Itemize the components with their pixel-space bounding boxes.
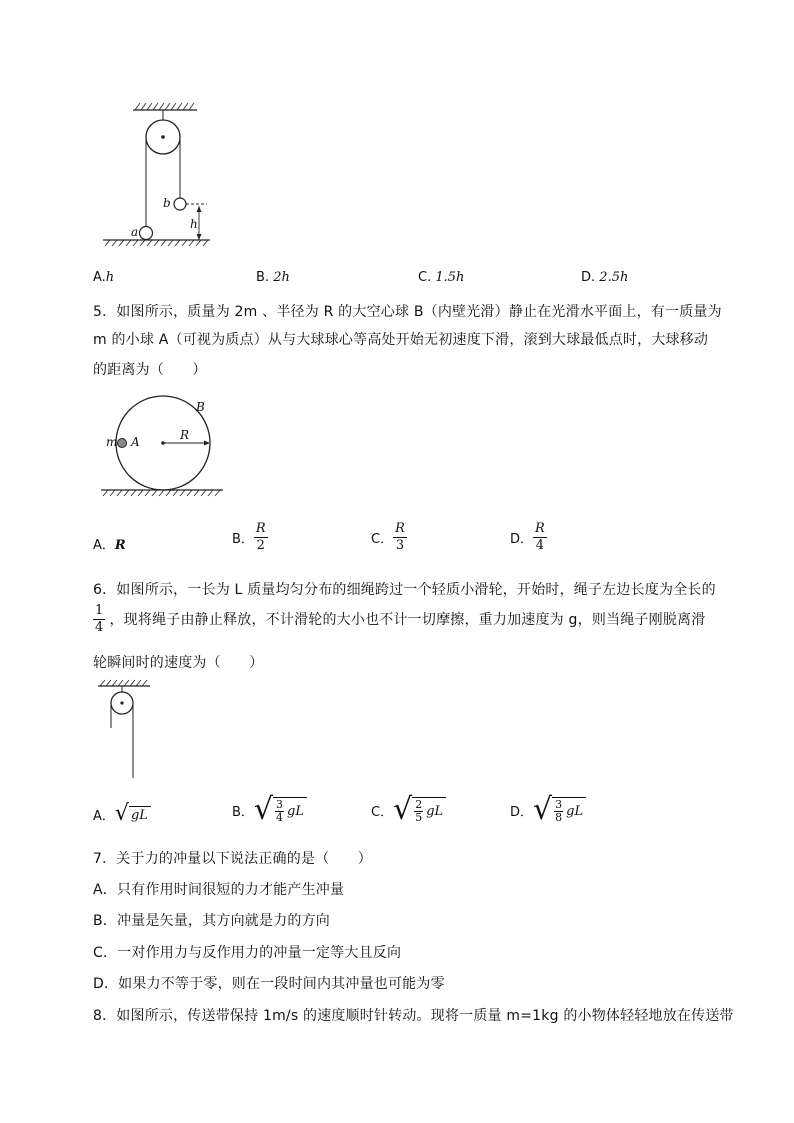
q5-option-b[interactable]: B． $\frac{R}{2}$ bbox=[232, 521, 266, 553]
q7-option-c[interactable]: C．一对作用力与反作用力的冲量一定等大且反向 bbox=[93, 945, 402, 961]
q5-label-b: B bbox=[196, 400, 205, 414]
q4-label-b: b bbox=[163, 196, 171, 210]
q5-text-line1: 5．如图所示，质量为 2m 、半径为 R 的大空心球 B（内壁光滑）静止在光滑水平面上，有一质量为 bbox=[93, 304, 722, 320]
q5-text-line2: m 的小球 A（可视为质点）从与大球球心等高处开始无初速度下滑，滚到大球最低点时，大球移动 bbox=[93, 332, 709, 348]
q7-option-b[interactable]: B．冲量是矢量，其方向就是力的方向 bbox=[93, 913, 331, 929]
q4-label-h: h bbox=[190, 217, 198, 231]
q6-text-line1: 6．如图所示，一长为 L 质量均匀分布的细绳跨过一个轻质小滑轮，开始时，绳子左边长度为全长的 bbox=[93, 582, 716, 598]
q4-option-b[interactable]: B. 2h bbox=[256, 270, 290, 285]
q4-pulley-figure bbox=[95, 100, 225, 250]
q6-option-c-sqrt: √ 2 5 gL bbox=[393, 795, 446, 825]
ball-b bbox=[174, 198, 186, 210]
q8-text-line1: 8．如图所示，传送带保持 1m/s 的速度顺时针转动。现将一质量 m=1kg 的小物体轻轻地放在传送带 bbox=[93, 1008, 734, 1024]
q6-option-a-sqrt: √ gL bbox=[115, 803, 151, 825]
q5-label-a: A bbox=[131, 435, 140, 449]
q6-text-line3: 轮瞬间时的速度为（ ） bbox=[93, 655, 264, 671]
q6-option-d-sqrt: √ 3 8 gL bbox=[533, 795, 586, 825]
q4-option-a[interactable]: A.h bbox=[93, 270, 115, 285]
q5-option-a[interactable]: A．R bbox=[93, 538, 126, 553]
q6-option-b[interactable]: B． √ 3 4 gL bbox=[232, 795, 307, 825]
q5-option-b-fraction: $\frac{R}{2}$ bbox=[255, 521, 266, 553]
q7-title: 7．关于力的冲量以下说法正确的是（ ） bbox=[93, 851, 372, 867]
q4-option-d[interactable]: D. 2.5h bbox=[581, 270, 629, 285]
q4-label-a: a bbox=[131, 225, 139, 239]
q5-option-d-fraction: $\frac{R}{4}$ bbox=[535, 521, 545, 553]
q7-option-a[interactable]: A．只有作用时间很短的力才能产生冲量 bbox=[93, 882, 345, 898]
q6-rope-pulley-figure bbox=[95, 678, 155, 783]
q6-option-c[interactable]: C． √ 2 5 gL bbox=[371, 795, 446, 825]
q5-text-line3: 的距离为（ ） bbox=[93, 362, 207, 378]
ball-a bbox=[140, 227, 153, 240]
q7-option-d[interactable]: D．如果力不等于零，则在一段时间内其冲量也可能为零 bbox=[93, 976, 445, 992]
q5-option-c-fraction: $\frac{R}{3}$ bbox=[395, 521, 405, 553]
q5-option-d[interactable]: D． $\frac{R}{4}$ bbox=[510, 521, 545, 553]
q5-option-c[interactable]: C． $\frac{R}{3}$ bbox=[371, 521, 405, 553]
q5-label-m: m bbox=[106, 435, 118, 449]
q6-option-a[interactable]: A． √ gL bbox=[93, 803, 151, 825]
q6-quarter-fraction: $\frac{1}{4}$ bbox=[95, 603, 104, 635]
q6-option-d[interactable]: D． √ 3 8 gL bbox=[510, 795, 586, 825]
small-ball-a bbox=[118, 439, 127, 448]
q6-text-line2: $\frac{1}{4}$ ，现将绳子由静止释放，不计滑轮的大小也不计一切摩擦，重力加速度为 g，则当绳子刚脱离滑 bbox=[95, 603, 706, 635]
q6-option-b-sqrt: √ 3 4 gL bbox=[254, 795, 307, 825]
q4-option-c[interactable]: C. 1.5h bbox=[418, 270, 465, 285]
q5-label-r: R bbox=[180, 428, 190, 442]
